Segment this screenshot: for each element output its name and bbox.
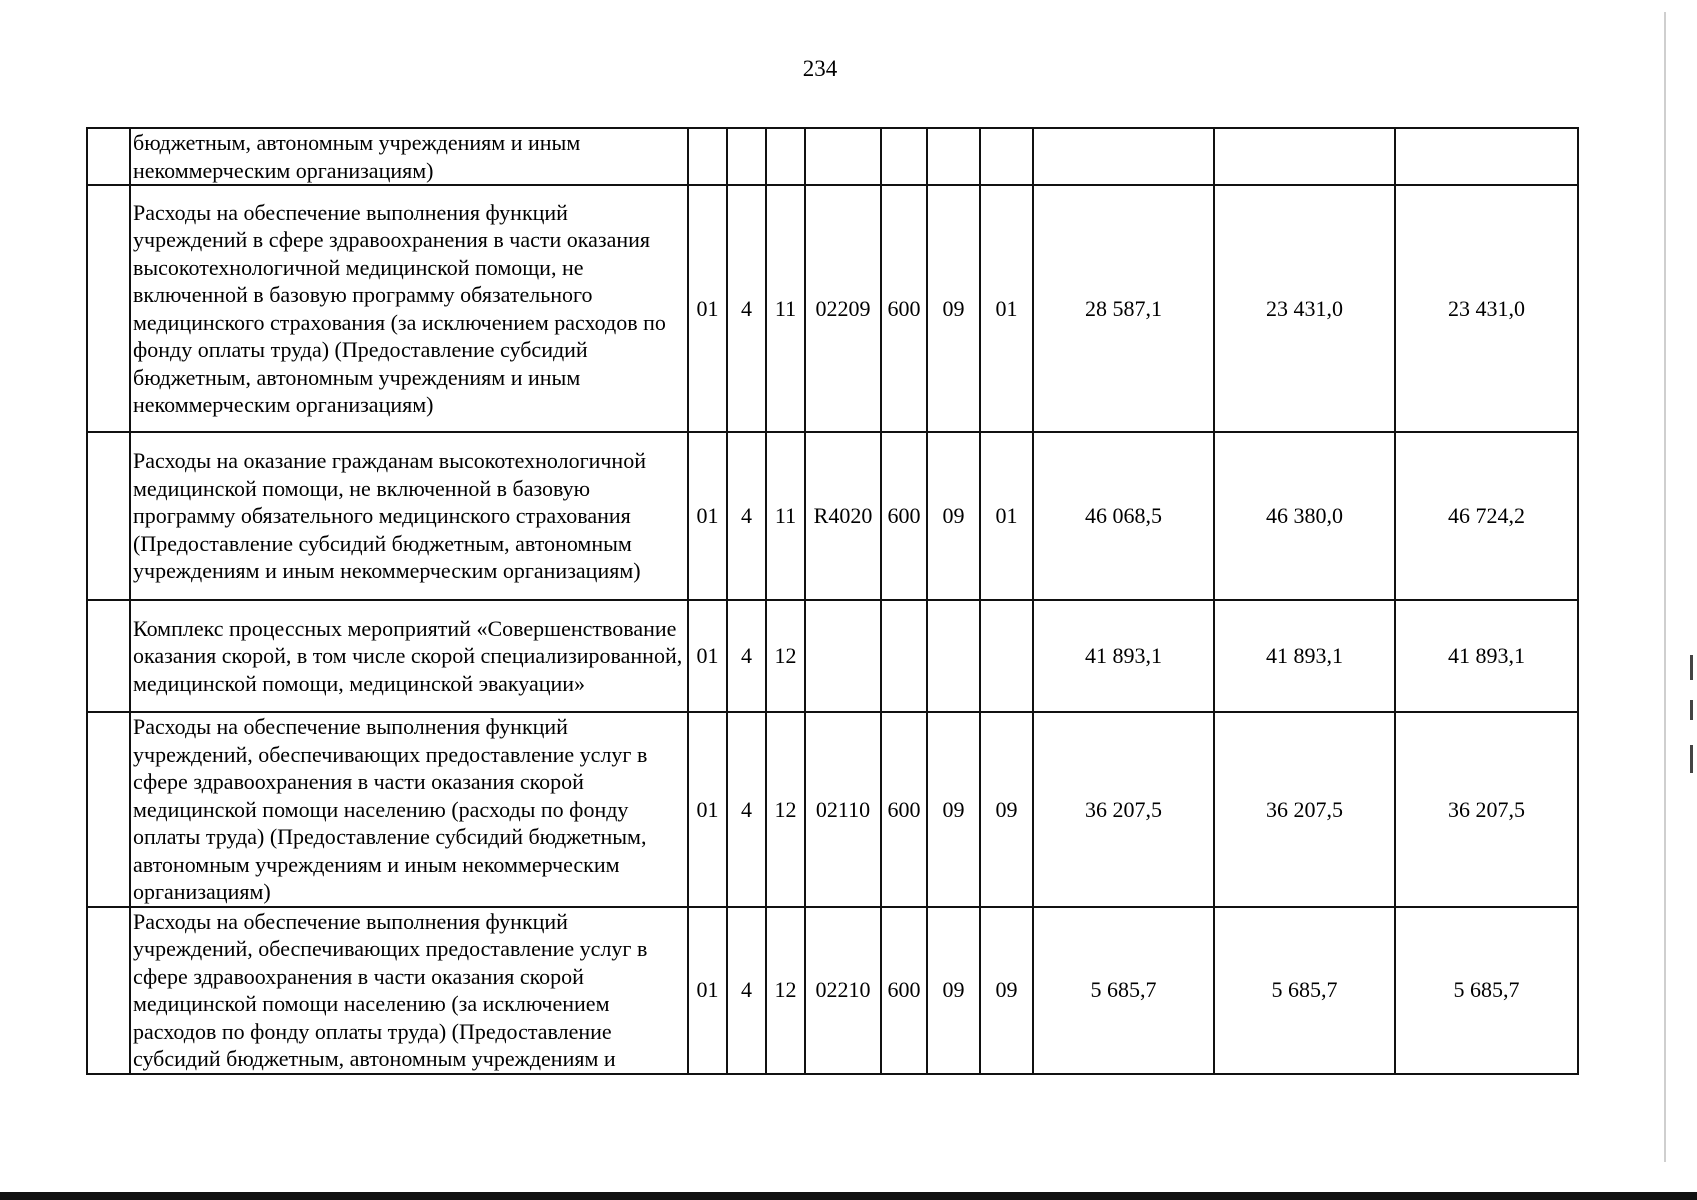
description-cell: Расходы на обеспечение выполнения функций учреждений в сфере здравоохранения в части оказания высокотехнологичной медицинской помощи, не включенной в базовую программу обязательного медицинского страхования (за исключением расходов по фонду оплаты труда) (Предоставление субсидий бюджетным, автономным учреждениям и иным некоммерческим организациям) <box>130 185 688 432</box>
section-code-cell: 01 <box>688 185 727 432</box>
scan-bottom-bar <box>0 1192 1697 1200</box>
division-code-cell <box>927 128 980 185</box>
scan-edge-mark <box>1690 745 1693 773</box>
subprogram-code-cell: 12 <box>766 907 805 1074</box>
target-article-cell: 02210 <box>805 907 881 1074</box>
page-number: 234 <box>802 56 838 81</box>
amount-year-1-cell: 5 685,7 <box>1033 907 1214 1074</box>
amount-year-2-cell: 46 380,0 <box>1214 432 1395 600</box>
description-cell: Расходы на обеспечение выполнения функций учреждений, обеспечивающих предоставление услуг в сфере здравоохранения в части оказания скорой медицинской помощи населению (за исключением расходов по фонду оплаты труда) (Предоставление субсидий бюджетным, автономным учреждениям и <box>130 907 688 1074</box>
subprogram-code-cell: 12 <box>766 600 805 712</box>
amount-year-2-cell: 36 207,5 <box>1214 712 1395 907</box>
subdivision-code-cell: 09 <box>980 712 1033 907</box>
amount-year-1-cell: 28 587,1 <box>1033 185 1214 432</box>
target-article-cell: 02209 <box>805 185 881 432</box>
section-code-cell <box>688 128 727 185</box>
program-code-cell: 4 <box>727 185 766 432</box>
row-number-cell <box>87 185 130 432</box>
program-code-cell: 4 <box>727 907 766 1074</box>
description-cell: бюджетным, автономным учреждениям и иным некоммерческим организациям) <box>130 128 688 185</box>
subdivision-code-cell <box>980 600 1033 712</box>
row-number-cell <box>87 432 130 600</box>
amount-year-2-cell: 5 685,7 <box>1214 907 1395 1074</box>
table-row <box>87 128 1578 185</box>
program-code-cell <box>727 128 766 185</box>
section-code-cell: 01 <box>688 432 727 600</box>
expense-type-cell: 600 <box>881 907 927 1074</box>
description-cell: Расходы на обеспечение выполнения функций учреждений, обеспечивающих предоставление услуг в сфере здравоохранения в части оказания скорой медицинской помощи населению (расходы по фонду оплаты труда) (Предоставление субсидий бюджетным, автономным учреждениям и иным некоммерческим организациям) <box>130 712 688 907</box>
description-cell: Расходы на оказание гражданам высокотехнологичной медицинской помощи, не включенной в базовую программу обязательного медицинского страхования (Предоставление субсидий бюджетным, автономным учреждениям и иным некоммерческим организациям) <box>130 432 688 600</box>
subdivision-code-cell: 09 <box>980 907 1033 1074</box>
expense-type-cell <box>881 600 927 712</box>
scan-edge-mark <box>1690 700 1693 720</box>
amount-year-3-cell: 46 724,2 <box>1395 432 1578 600</box>
division-code-cell: 09 <box>927 185 980 432</box>
expense-type-cell: 600 <box>881 432 927 600</box>
amount-year-2-cell <box>1214 128 1395 185</box>
subdivision-code-cell: 01 <box>980 185 1033 432</box>
program-code-cell: 4 <box>727 600 766 712</box>
target-article-cell: 02110 <box>805 712 881 907</box>
amount-year-1-cell <box>1033 128 1214 185</box>
amount-year-3-cell: 36 207,5 <box>1395 712 1578 907</box>
target-article-cell: R4020 <box>805 432 881 600</box>
row-number-cell <box>87 600 130 712</box>
scan-edge-mark <box>1690 655 1693 680</box>
amount-year-1-cell: 41 893,1 <box>1033 600 1214 712</box>
division-code-cell: 09 <box>927 712 980 907</box>
table-row <box>87 432 1578 600</box>
target-article-cell <box>805 128 881 185</box>
program-code-cell: 4 <box>727 432 766 600</box>
expense-type-cell: 600 <box>881 185 927 432</box>
subdivision-code-cell <box>980 128 1033 185</box>
amount-year-1-cell: 46 068,5 <box>1033 432 1214 600</box>
description-cell: Комплекс процессных мероприятий «Совершенствование оказания скорой, в том числе скорой специализированной, медицинской помощи, медицинской эвакуации» <box>130 600 688 712</box>
budget-table <box>86 127 1579 1075</box>
amount-year-2-cell: 23 431,0 <box>1214 185 1395 432</box>
row-number-cell <box>87 907 130 1074</box>
amount-year-3-cell <box>1395 128 1578 185</box>
table-row <box>87 185 1578 432</box>
table-row <box>87 907 1578 1074</box>
amount-year-2-cell: 41 893,1 <box>1214 600 1395 712</box>
section-code-cell: 01 <box>688 600 727 712</box>
division-code-cell <box>927 600 980 712</box>
division-code-cell: 09 <box>927 907 980 1074</box>
table-row <box>87 712 1578 907</box>
subprogram-code-cell: 12 <box>766 712 805 907</box>
row-number-cell <box>87 128 130 185</box>
amount-year-3-cell: 23 431,0 <box>1395 185 1578 432</box>
program-code-cell: 4 <box>727 712 766 907</box>
division-code-cell: 09 <box>927 432 980 600</box>
subprogram-code-cell: 11 <box>766 185 805 432</box>
section-code-cell: 01 <box>688 712 727 907</box>
amount-year-3-cell: 5 685,7 <box>1395 907 1578 1074</box>
row-number-cell <box>87 712 130 907</box>
expense-type-cell: 600 <box>881 712 927 907</box>
target-article-cell <box>805 600 881 712</box>
amount-year-3-cell: 41 893,1 <box>1395 600 1578 712</box>
subdivision-code-cell: 01 <box>980 432 1033 600</box>
subprogram-code-cell <box>766 128 805 185</box>
subprogram-code-cell: 11 <box>766 432 805 600</box>
scan-edge-line <box>1664 12 1666 1162</box>
section-code-cell: 01 <box>688 907 727 1074</box>
table-row <box>87 600 1578 712</box>
amount-year-1-cell: 36 207,5 <box>1033 712 1214 907</box>
expense-type-cell <box>881 128 927 185</box>
